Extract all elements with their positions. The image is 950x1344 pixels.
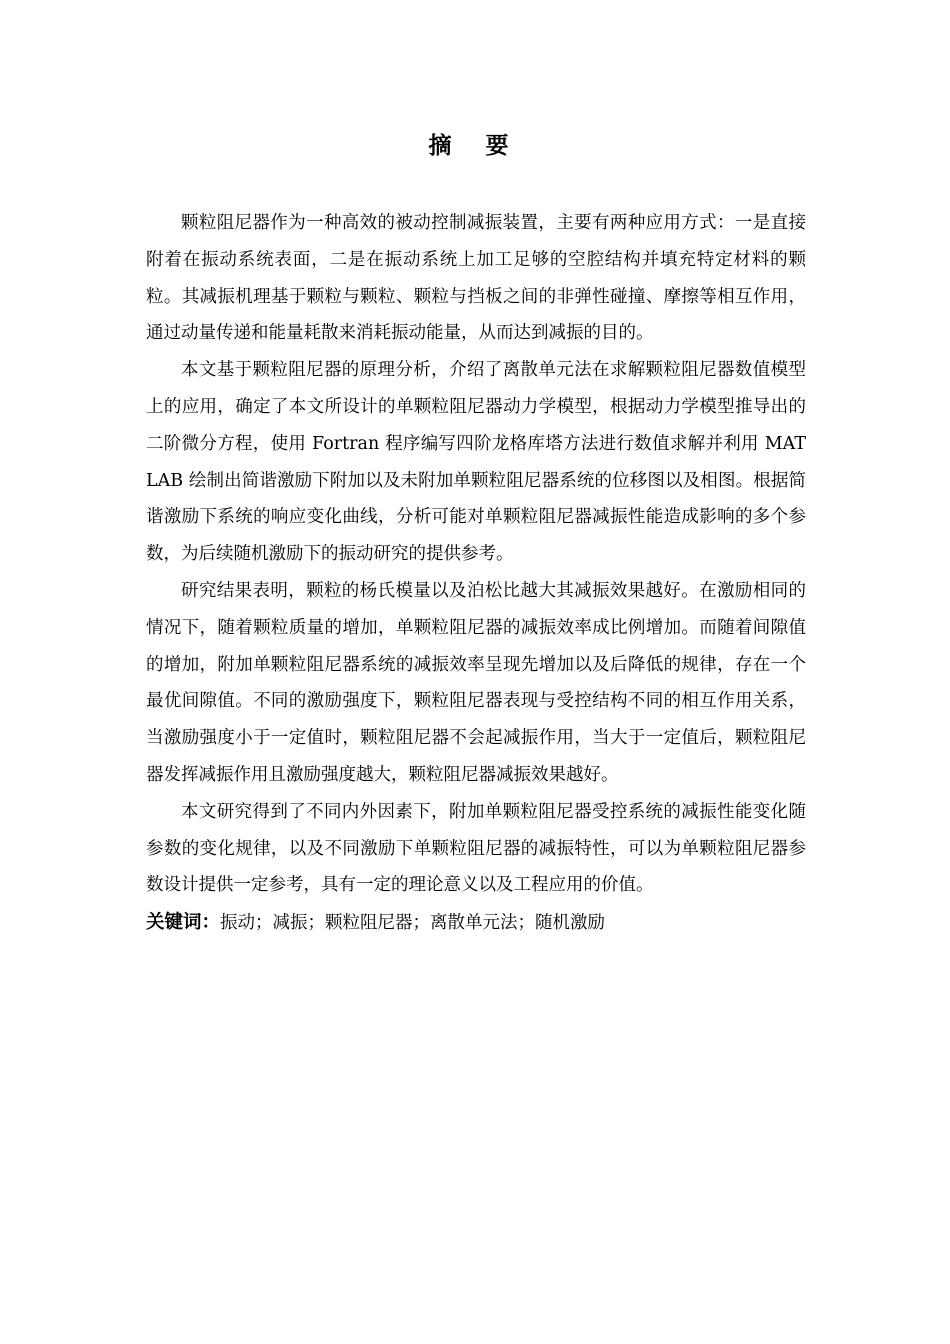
abstract-title: 摘 要 xyxy=(428,133,522,159)
abstract-paragraph-2: 本文基于颗粒阻尼器的原理分析，介绍了离散单元法在求解颗粒阻尼器数值模型上的应用，确定了本文所设计的单颗粒阻尼器动力学模型，根据动力学模型推导出的二阶微分方程，使用 Fortran 程序编写四阶龙格库塔方法进行数值求解并利用 MATLAB 绘制出简谐激励下附加以及未附加单颗粒阻尼器系统的位移图以及相图。根据简谐激励下系统的响应变化曲线，分析可能对单颗粒阻尼器减振性能造成影响的多个参数，为后续随机激励下的振动研究的提供参考。 xyxy=(146,360,806,565)
abstract-body xyxy=(146,205,806,942)
keywords-line xyxy=(146,905,806,942)
abstract-paragraph-1: 颗粒阻尼器作为一种高效的被动控制减振装置，主要有两种应用方式：一是直接附着在振动系统表面，二是在振动系统上加工足够的空腔结构并填充特定材料的颗粒。其减振机理基于颗粒与颗粒、颗粒与挡板之间的非弹性碰撞、摩擦等相互作用，通过动量传递和能量耗散来消耗振动能量，从而达到减振的目的。 xyxy=(146,213,806,344)
keywords-label: 关键词： xyxy=(146,912,221,934)
abstract-paragraph-4: 本文研究得到了不同内外因素下，附加单颗粒阻尼器受控系统的减振性能变化随参数的变化规律，以及不同激励下单颗粒阻尼器的减振特性，可以为单颗粒阻尼器参数设计提供一定参考，具有一定的理论意义以及工程应用的价值。 xyxy=(146,801,806,896)
abstract-paragraph-3: 研究结果表明，颗粒的杨氏模量以及泊松比越大其减振效果越好。在激励相同的情况下，随着颗粒质量的增加，单颗粒阻尼器的减振效率成比例增加。而随着间隙值的增加，附加单颗粒阻尼器系统的减振效率呈现先增加以及后降低的规律，存在一个最优间隙值。不同的激励强度下，颗粒阻尼器表现与受控结构不同的相互作用关系，当激励强度小于一定值时，颗粒阻尼器不会起减振作用，当大于一定值后，颗粒阻尼器发挥减振作用且激励强度越大，颗粒阻尼器减振效果越好。 xyxy=(146,580,806,785)
keywords-text: 振动；减振；颗粒阻尼器；离散单元法；随机激励 xyxy=(220,913,606,934)
